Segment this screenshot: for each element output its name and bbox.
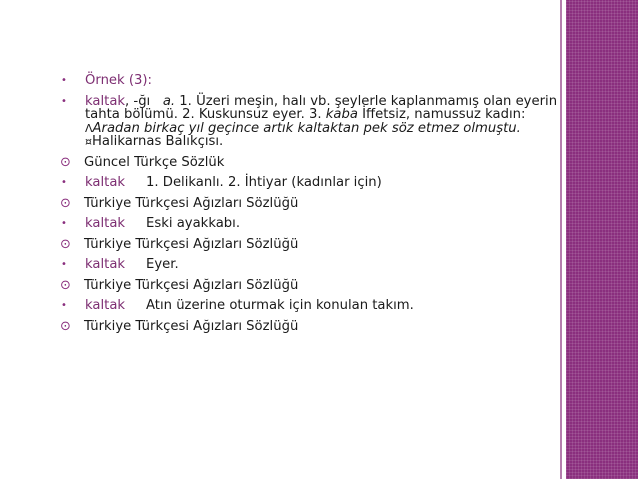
list-item bbox=[60, 320, 560, 334]
sun-bullet-icon: ⊙ bbox=[60, 236, 71, 252]
dot-bullet-icon: • bbox=[61, 218, 67, 229]
headword: kaltak bbox=[85, 175, 126, 190]
list-item bbox=[60, 156, 560, 170]
list-item bbox=[60, 238, 560, 252]
definition: Atın üzerine oturmak için konulan takım. bbox=[146, 298, 414, 313]
example-source: Halikarnas Balıkçısı. bbox=[92, 134, 224, 149]
definition: Eyer. bbox=[146, 257, 179, 272]
side-decorative-band bbox=[566, 0, 638, 479]
dot-bullet-icon: • bbox=[61, 75, 67, 86]
side-divider bbox=[560, 0, 562, 479]
definition: Eski ayakkabı. bbox=[146, 216, 241, 231]
part-of-speech: a. bbox=[162, 93, 176, 109]
headword: kaltak bbox=[85, 93, 126, 109]
example-sentence: Aradan birkaç yıl geçince artık kaltaktan pek söz etmez olmuştu. bbox=[92, 120, 521, 136]
slide-content bbox=[60, 74, 560, 333]
sun-bullet-icon: ⊙ bbox=[60, 277, 71, 293]
dot-bullet-icon: • bbox=[61, 259, 67, 270]
headword: kaltak bbox=[85, 216, 126, 231]
example-marker: Ʌ bbox=[85, 121, 93, 135]
sun-bullet-icon: ⊙ bbox=[60, 154, 71, 170]
dot-bullet-icon: • bbox=[61, 177, 67, 188]
definition: 1. Delikanlı. 2. İhtiyar (kadınlar için) bbox=[146, 175, 382, 190]
headword: kaltak bbox=[85, 298, 126, 313]
dictionary-entry: kaltak, -ğı a. 1. Üzeri meşin, halı vb. şeylerle kaplanmamış olan eyerin tahta bölümü. 2. Kuskunsuz eyer. 3. kaba İffetsiz, namussuz kadın: ɅAradan birkaç yıl geçince artık kaltaktan pek söz etmez olmuştu.¤Halikarnas Balıkçısı. bbox=[85, 93, 558, 149]
dot-bullet-icon: • bbox=[61, 300, 67, 311]
dictionary-heading: Türkiye Türkçesi Ağızları Sözlüğü bbox=[84, 318, 299, 334]
dictionary-heading: Güncel Türkçe Sözlük bbox=[84, 154, 225, 170]
sun-bullet-icon: ⊙ bbox=[60, 318, 71, 334]
list-item bbox=[60, 95, 560, 149]
list-item bbox=[60, 176, 560, 190]
dictionary-heading: Türkiye Türkçesi Ağızları Sözlüğü bbox=[84, 277, 299, 293]
headword: kaltak bbox=[85, 257, 126, 272]
dictionary-heading: Türkiye Türkçesi Ağızları Sözlüğü bbox=[84, 236, 299, 252]
list-item bbox=[60, 258, 560, 272]
example-heading: Örnek (3): bbox=[85, 73, 152, 88]
source-marker: ¤ bbox=[85, 135, 92, 148]
list-item bbox=[60, 299, 560, 313]
list-item bbox=[60, 74, 560, 88]
list-item bbox=[60, 217, 560, 231]
dot-bullet-icon: • bbox=[61, 95, 67, 107]
dictionary-heading: Türkiye Türkçesi Ağızları Sözlüğü bbox=[84, 195, 299, 211]
list-item bbox=[60, 197, 560, 211]
sun-bullet-icon: ⊙ bbox=[60, 195, 71, 211]
list-item bbox=[60, 279, 560, 293]
